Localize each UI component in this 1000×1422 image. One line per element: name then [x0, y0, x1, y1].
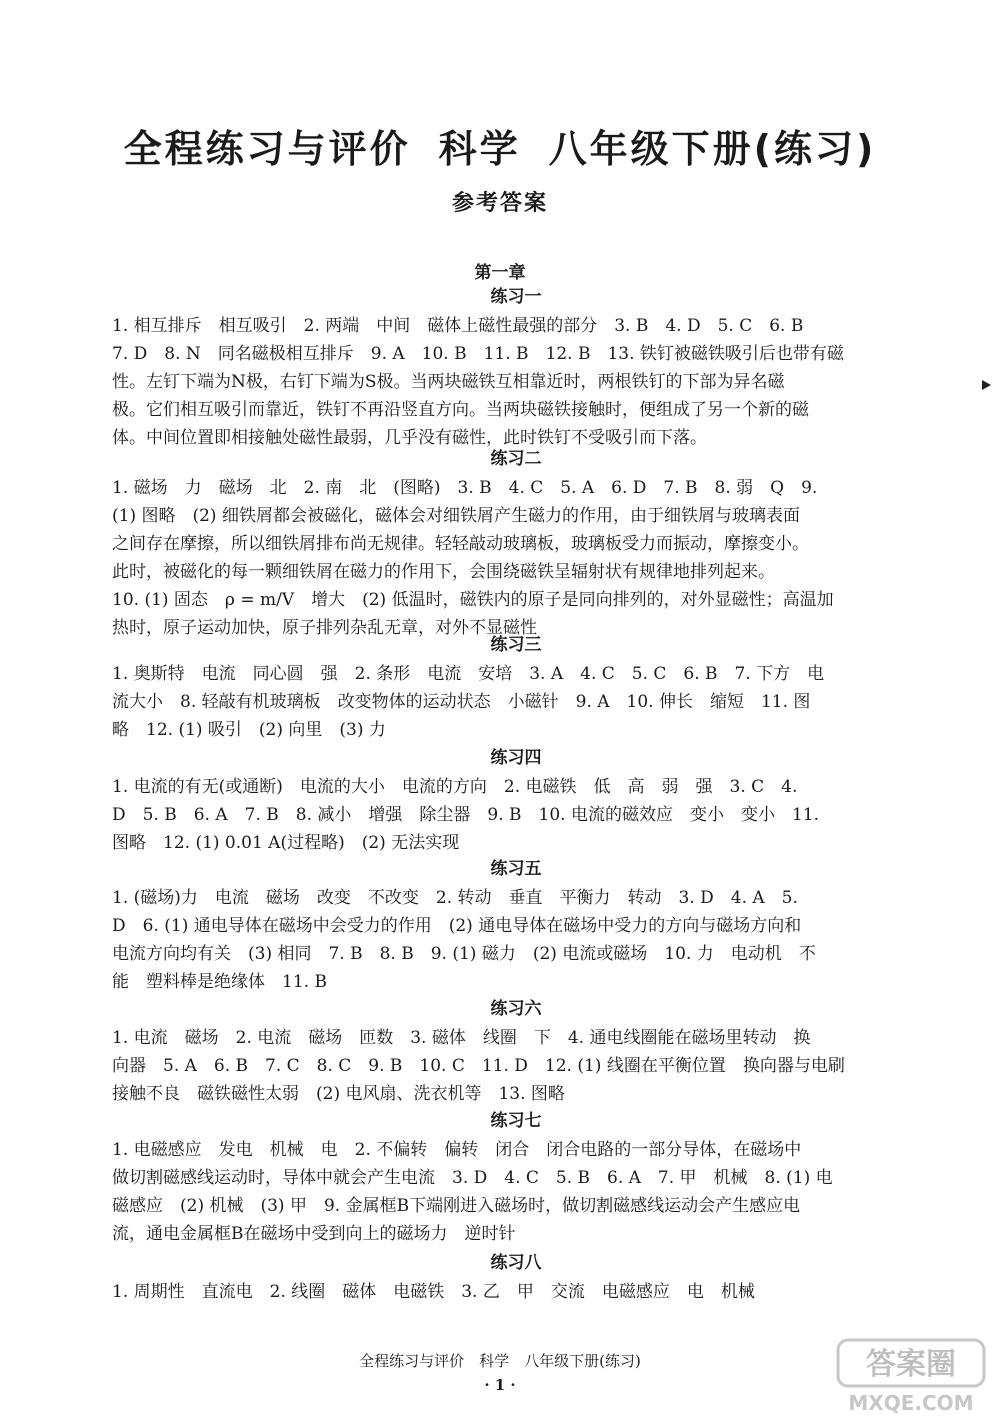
watermark-text-bottom: MXQE.COM — [848, 1391, 974, 1415]
answer-line: (1) 图略 (2) 细铁屑都会被磁化，磁体会对细铁屑产生磁力的作用，由于细铁屑与玻璃表面 — [112, 506, 800, 526]
title-part-3: 八年级下册(练习) — [548, 127, 877, 171]
answer-line: 1. 周期性 直流电 2. 线圈 磁体 电磁铁 3. 乙 甲 交流 电磁感应 电 机械 — [112, 1282, 755, 1302]
answer-line: 1. (磁场)力 电流 磁场 改变 不改变 2. 转动 垂直 平衡力 转动 3. D 4. A 5. — [112, 888, 798, 908]
chapter-heading: 第一章 — [474, 263, 526, 283]
answer-line: 做切割磁感线运动时，导体中就会产生电流 3. D 4. C 5. B 6. A 7. 甲 机械 8. (1) 电 — [112, 1168, 833, 1188]
section-heading: 练习八 — [490, 1253, 542, 1273]
answer-line: 图略 12. (1) 0.01 A(过程略) (2) 无法实现 — [112, 833, 460, 853]
answer-line: 接触不良 磁铁磁性太弱 (2) 电风扇、洗衣机等 13. 图略 — [112, 1084, 565, 1104]
answer-line: 性。左钉下端为N极，右钉下端为S极。当两块磁铁互相靠近时，两根铁钉的下部为异名磁 — [112, 372, 785, 392]
page-number: · 1 · — [484, 1376, 516, 1394]
answer-line: 1. 电流 磁场 2. 电流 磁场 匝数 3. 磁体 线圈 下 4. 通电线圈能在磁场里转动 换 — [112, 1028, 811, 1048]
section-exercise-6 — [112, 996, 920, 1108]
section-heading: 练习四 — [490, 748, 542, 768]
title-part-1: 全程练习与评价 — [123, 127, 411, 171]
answer-line: 7. D 8. N 同名磁极相互排斥 9. A 10. B 11. B 12. B 13. 铁钉被磁铁吸引后也带有磁 — [112, 344, 844, 364]
answer-line: 极。它们相互吸引而靠近，铁钉不再沿竖直方向。当两块磁铁接触时，便组成了另一个新的磁 — [112, 400, 809, 420]
title-part-2: 科学 — [438, 127, 521, 171]
answer-line: D 5. B 6. A 7. B 8. 减小 增强 除尘器 9. B 10. 电流的磁效应 变小 变小 11. — [112, 805, 819, 825]
section-exercise-8 — [112, 1250, 920, 1306]
answer-line: 1. 磁场 力 磁场 北 2. 南 北 (图略) 3. B 4. C 5. A 6. D 7. B 8. 弱 Q 9. — [112, 478, 818, 498]
document-title — [0, 118, 1000, 173]
section-heading: 练习三 — [490, 635, 542, 655]
answer-line: 向器 5. A 6. B 7. C 8. C 9. B 10. C 11. D 12. (1) 线圈在平衡位置 换向器与电刷 — [112, 1056, 845, 1076]
section-heading: 练习一 — [490, 287, 542, 307]
section-exercise-2 — [112, 446, 920, 642]
answer-line: 流，通电金属框B在磁场中受到向上的磁场力 逆时针 — [112, 1224, 516, 1244]
answer-line: 能 塑料棒是绝缘体 11. B — [112, 972, 327, 992]
section-heading: 练习七 — [490, 1111, 542, 1131]
answer-line: 之间存在摩擦，所以细铁屑排布尚无规律。轻轻敲动玻璃板，玻璃板受力而振动，摩擦变小。 — [112, 534, 809, 554]
answer-line: 1. 电流的有无(或通断) 电流的大小 电流的方向 2. 电磁铁 低 高 弱 强 3. C 4. — [112, 777, 798, 797]
page-edge-arrow-icon — [982, 380, 991, 390]
answer-line: 1. 相互排斥 相互吸引 2. 两端 中间 磁体上磁性最强的部分 3. B 4. D 5. C 6. B — [112, 316, 804, 336]
answer-line: D 6. (1) 通电导体在磁场中会受力的作用 (2) 通电导体在磁场中受力的方向与磁场方向和 — [112, 916, 802, 936]
section-heading: 练习五 — [490, 859, 542, 879]
answer-line: 1. 奥斯特 电流 同心圆 强 2. 条形 电流 安培 3. A 4. C 5. C 6. B 7. 下方 电 — [112, 664, 825, 684]
answer-line: 此时，被磁化的每一颗细铁屑在磁力的作用下，会围绕磁铁呈辐射状有规律地排列起来。 — [112, 562, 775, 582]
watermark-text-top: 答案圈 — [866, 1347, 956, 1382]
section-exercise-3 — [112, 632, 920, 744]
answer-line: 体。中间位置即相接触处磁性最弱，几乎没有磁性，此时铁钉不受吸引而下落。 — [112, 428, 707, 448]
answer-line: 流大小 8. 轻敲有机玻璃板 改变物体的运动状态 小磁针 9. A 10. 伸长 缩短 11. 图 — [112, 692, 811, 712]
section-heading: 练习六 — [490, 999, 542, 1019]
section-exercise-1 — [112, 284, 920, 452]
answer-line: 电流方向均有关 (3) 相同 7. B 8. B 9. (1) 磁力 (2) 电流或磁场 10. 力 电动机 不 — [112, 944, 816, 964]
section-exercise-5 — [112, 856, 920, 996]
answer-line: 1. 电磁感应 发电 机械 电 2. 不偏转 偏转 闭合 闭合电路的一部分导体，在磁场中 — [112, 1140, 802, 1160]
answer-line: 热时，原子运动加快，原子排列杂乱无章，对外不显磁性 — [112, 618, 537, 638]
watermark-logo-icon — [836, 1336, 986, 1416]
answer-line: 磁感应 (2) 机械 (3) 甲 9. 金属框B下端刚进入磁场时，做切割磁感线运动会产生感应电 — [112, 1196, 801, 1216]
section-exercise-4 — [112, 745, 920, 857]
section-exercise-7 — [112, 1108, 920, 1248]
answer-line: 略 12. (1) 吸引 (2) 向里 (3) 力 — [112, 720, 386, 740]
answer-line: 10. (1) 固态 ρ = m/V 增大 (2) 低温时，磁铁内的原子是同向排列的，对外显磁性；高温加 — [112, 590, 834, 610]
footer-title: 全程练习与评价 科学 八年级下册(练习) — [359, 1352, 641, 1370]
document-subtitle: 参考答案 — [451, 191, 548, 216]
section-heading: 练习二 — [490, 449, 542, 469]
